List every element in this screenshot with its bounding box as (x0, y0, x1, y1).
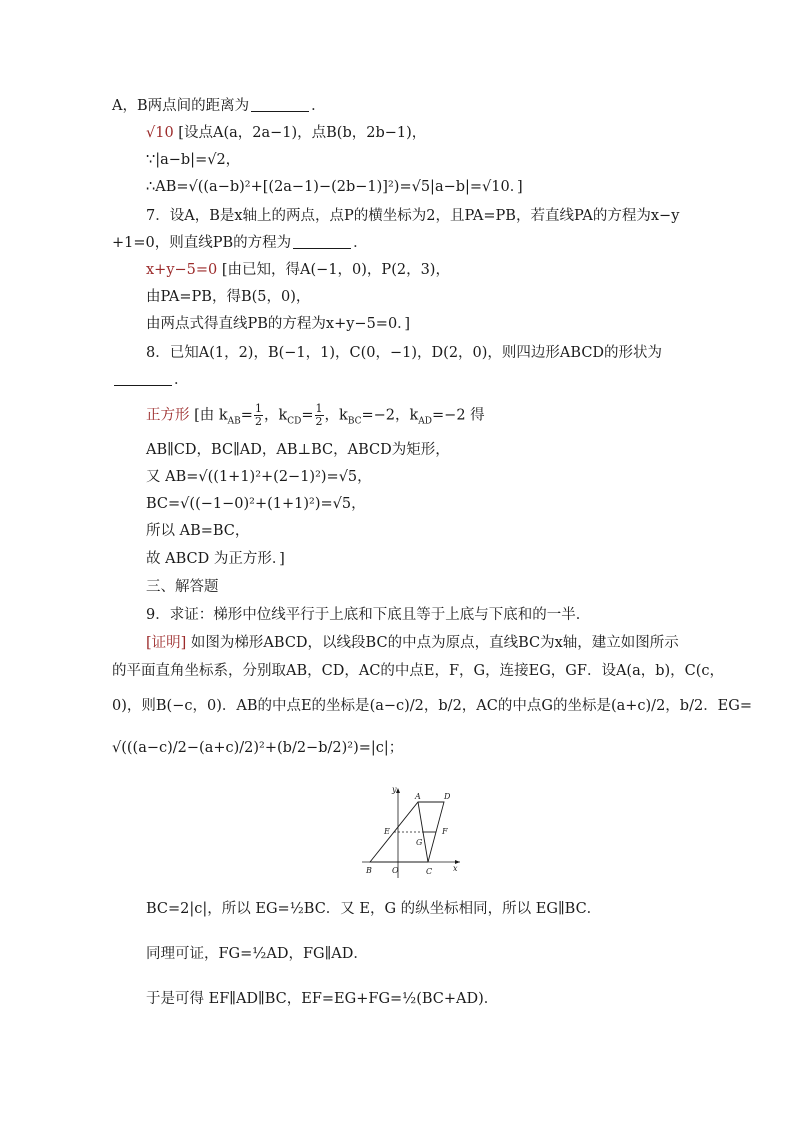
text-line: 同理可证，FG=½AD，FG∥AD． (146, 946, 368, 962)
answer-text: √10 (146, 125, 174, 141)
text-line: 正方形 [由 $k_{AB}=$ $\frac{1}{2}$ ，$k_{CD}=$ $\frac{1}{2}$ ，$k_{BC}=-2$，$k_{AD}=-2$ 得 (146, 402, 485, 428)
label-G: G (416, 838, 423, 847)
text-line: [证明] 如图为梯形ABCD，以线段BC的中点为原点，直线BC为x轴，建立如图所示 (146, 635, 679, 651)
text-line: AB∥CD，BC∥AD，AB⊥BC，ABCD为矩形， (146, 442, 450, 458)
text-line: BC=2|c|，所以 EG=½BC．又 E，G 的纵坐标相同，所以 EG∥BC． (146, 901, 602, 917)
text-line: 故 ABCD 为正方形．] (146, 551, 285, 567)
fraction: $\frac{1}{2}$ (254, 402, 262, 428)
text-line: √10 [设点A(a，2a−1)，点B(b，2b−1)， (146, 125, 427, 141)
answer-blank (251, 97, 309, 112)
text-line: 于是可得 EF∥AD∥BC，EF=EG+FG=½(BC+AD)． (146, 991, 499, 1007)
label-x: x (453, 864, 458, 873)
proof-tag: [证明] (146, 635, 187, 651)
fraction: $\frac{1}{2}$ (315, 402, 323, 428)
answer-blank (114, 371, 172, 386)
text-line: BC=√((−1−0)²+(1+1)²)=√5， (146, 496, 366, 512)
label-A: A (415, 792, 421, 801)
text-line: 由两点式得直线PB的方程为x+y−5=0．] (146, 316, 411, 332)
label-D: D (444, 792, 451, 801)
answer-text: x+y−5=0 (146, 262, 218, 278)
label-y: y (392, 785, 397, 794)
text-line: A，B两点间的距离为 ． (112, 98, 326, 114)
answer-text: 正方形 (146, 407, 190, 424)
formula-line: √(((a−c)/2−(a+c)/2)²+(b/2−b/2)²)=|c|； (112, 740, 404, 756)
answer-blank (293, 234, 351, 249)
coordinate-diagram (360, 782, 468, 882)
question-7: 7．设A，B是x轴上的两点，点P的横坐标为2，且PA=PB，若直线PA的方程为x−y (146, 208, 680, 224)
text-line: 由PA=PB，得B(5，0)， (146, 289, 311, 305)
section-heading: 三、解答题 (146, 579, 219, 595)
label-E: E (384, 827, 390, 836)
question-8: 8．已知A(1，2)，B(−1，1)，C(0，−1)，D(2，0)，则四边形ABCD的形状为 (146, 345, 663, 361)
text-line: ． (112, 370, 189, 390)
text-line: 又 AB=√((1+1)²+(2−1)²)=√5， (146, 469, 372, 485)
text-line: 的平面直角坐标系，分别取AB，CD，AC的中点E，F，G，连接EG，GF．设A(a，b)，C(c， (112, 663, 725, 679)
text-line: +1=0，则直线PB的方程为 ． (112, 235, 368, 251)
label-C: C (426, 867, 433, 876)
text-line: x+y−5=0 [由已知，得A(−1，0)，P(2，3)， (146, 262, 450, 278)
text-line: ∵|a−b|=√2， (146, 152, 241, 168)
text-line: ∴AB=√((a−b)²+[(2a−1)−(2b−1)]²)=√5|a−b|=√10．] (146, 179, 523, 195)
label-F: F (442, 827, 448, 836)
text-line: 所以 AB=BC， (146, 523, 250, 539)
trapezoid-figure (360, 782, 468, 882)
label-O: O (392, 866, 399, 875)
label-B: B (366, 866, 372, 875)
question-9: 9．求证：梯形中位线平行于上底和下底且等于上底与下底和的一半． (146, 607, 591, 623)
text-line: 0)，则B(−c，0)．AB的中点E的坐标是(a−c)/2，b/2，AC的中点G的坐标是(a+c)/2，b/2．EG= (112, 698, 753, 714)
